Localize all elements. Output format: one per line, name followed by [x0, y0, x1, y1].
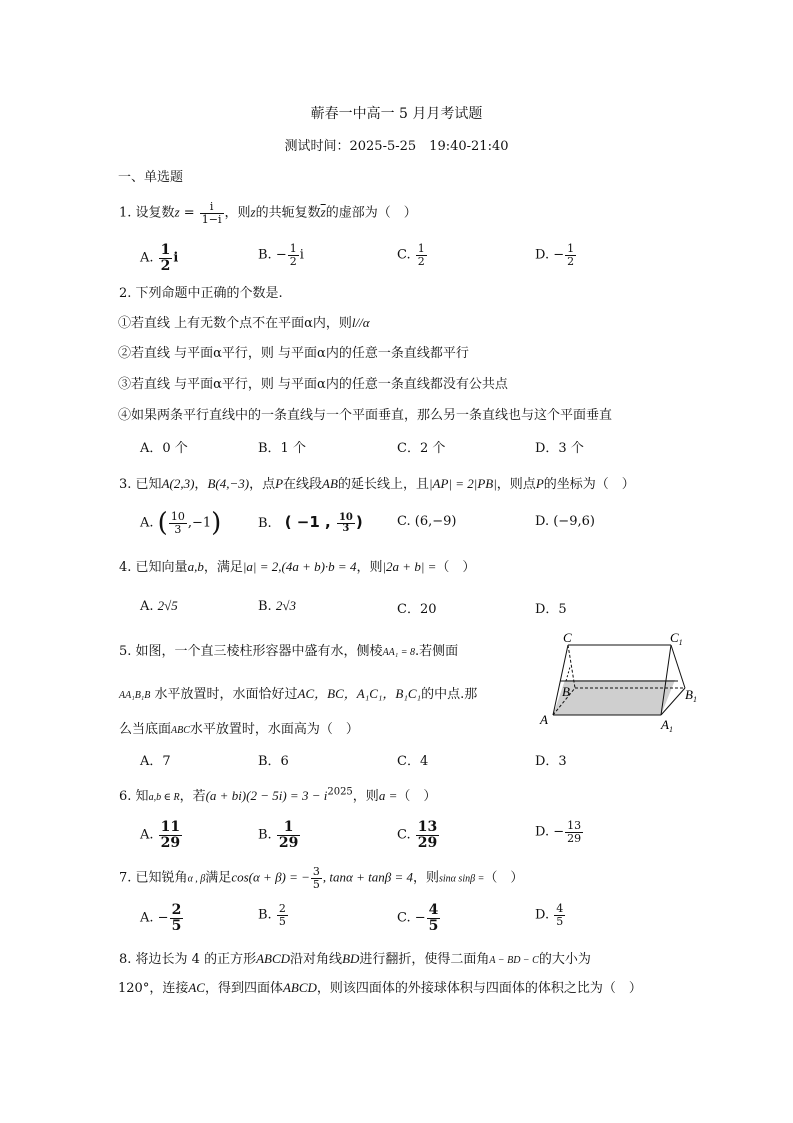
q2-option-c[interactable]: C．2 个	[397, 441, 446, 456]
label-b1: $B_1$	[685, 687, 697, 704]
label-a1: $A_1$	[661, 717, 673, 734]
q7-option-b[interactable]: B. $\frac{2}{5}$	[258, 902, 286, 928]
q1-text: ，则	[224, 205, 251, 221]
q4-option-a[interactable]: A. 2√5	[140, 598, 178, 614]
q2-option-b[interactable]: B．1 个	[258, 441, 306, 456]
label-a: A	[540, 712, 548, 727]
label-b: B	[562, 684, 570, 699]
question-6: 6. 知a,b ∈ R，若$(a + bi)(2 - 5i) = 3 - i^{2025}$，则a =（ ）	[119, 786, 437, 804]
water-body	[553, 680, 675, 715]
q2-option-a[interactable]: A．0 个	[140, 441, 188, 456]
question-1	[119, 201, 417, 225]
q1-option-c[interactable]: C. $\frac{1}{2}$	[397, 242, 425, 268]
q2-statement-2: ②若直线 与平面α平行，则 与平面α内的任意一条直线都平行	[118, 346, 469, 361]
question-4: 4. 已知向量a,b，满足|a| = 2,(4a + b)·b = 4，则|2a + b| =（ ）	[119, 559, 476, 575]
page-title: 蕲春一中高一 5 月月考试题	[310, 106, 483, 122]
q3-option-a[interactable]: A. ( $\frac{10}{3}$ ,−1)	[140, 508, 222, 538]
q7-option-a[interactable]: A. − $\frac{2}{5}$	[140, 902, 182, 934]
q6-option-a[interactable]: A. $\frac{11}{29}$	[140, 819, 181, 851]
question-8-line-1: 8. 将边长为 4 的正方形ABCD沿对角线BD进行翻折，使得二面角A − BD − C的大小为	[119, 951, 591, 967]
q1-text: 设复数	[135, 205, 175, 221]
q4-option-b[interactable]: B. 2√3	[258, 598, 296, 614]
q7-option-c[interactable]: C. − $\frac{4}{5}$	[397, 902, 439, 934]
q1-eq: =	[179, 205, 199, 221]
question-5-line-1: 5. 如图，一个直三棱柱形容器中盛有水，侧棱AA₁ = 8.若侧面	[119, 644, 459, 659]
q2-option-d[interactable]: D．3 个	[535, 441, 584, 456]
q1-fraction: $\frac{i}{1-i}$	[201, 200, 222, 226]
q1-text: 的共轭复数	[255, 205, 321, 221]
q2-statement-3: ③若直线 与平面α平行，则 与平面α内的任意一条直线都没有公共点	[118, 377, 508, 392]
q3-option-c[interactable]: C. (6,−9)	[397, 514, 457, 529]
q7-option-d[interactable]: D. $\frac{4}{5}$	[535, 902, 564, 928]
q1-var: z	[174, 204, 180, 220]
question-5-line-2: AA₁B₁B 水平放置时，水面恰好过AC，BC，A₁C₁，B₁C₁的中点.那	[119, 686, 478, 702]
question-5-line-3: 么当底面ABC水平放置时，水面高为（ ）	[119, 722, 359, 737]
q5-option-a[interactable]: A．7	[140, 754, 171, 769]
q1-text: 的虚部为（ ）	[325, 205, 417, 221]
q1-option-d[interactable]: D. − $\frac{1}{2}$	[535, 242, 575, 268]
label-c: C	[563, 630, 572, 645]
section-heading: 一、单选题	[118, 170, 184, 185]
q1-var: z	[250, 204, 256, 220]
q1-option-b[interactable]: B. − $\frac{1}{2}$ i	[258, 242, 304, 268]
q3-option-d[interactable]: D. (−9,6)	[535, 514, 595, 529]
q1-option-a[interactable]: A. $\frac{1}{2}$ i	[140, 242, 179, 274]
q1-conj: $\overline{z}$	[320, 204, 326, 220]
q6-option-d[interactable]: D. − $\frac{13}{29}$	[535, 819, 582, 845]
q3-option-b[interactable]: B. ( −1 , $\frac{10}{3}$ )	[258, 511, 363, 534]
prism-figure	[530, 622, 720, 740]
q2-statement-4: ④如果两条平行直线中的一条直线与一个平面垂直，那么另一条直线也与这个平面垂直	[118, 408, 613, 423]
q6-option-c[interactable]: C. $\frac{13}{29}$	[397, 819, 438, 851]
question-3: 3. 已知A(2,3)，B(4,−3)，点P在线段AB的延长线上，且|AP| = 2|PB|，则点P的坐标为（ ）	[119, 476, 635, 492]
q2-statement-1: ①若直线 上有无数个点不在平面α内，则l//α	[118, 315, 370, 331]
q4-option-c[interactable]: C．20	[397, 602, 437, 617]
q5-option-c[interactable]: C．4	[397, 754, 429, 769]
q6-option-b[interactable]: B. $\frac{1}{29}$	[258, 819, 299, 851]
question-7: 7. 已知锐角α , β满足cos(α + β) = − $\frac{3}{5}$ , tanα + tanβ = 4，则sinα sinβ =（ ）	[119, 865, 524, 891]
question-number: 1.	[119, 205, 132, 221]
q5-option-d[interactable]: D．3	[535, 754, 567, 769]
q4-option-d[interactable]: D．5	[535, 602, 567, 617]
q5-option-b[interactable]: B．6	[258, 754, 289, 769]
exam-time: 测试时间：2025-5-25 19:40-21:40	[284, 139, 509, 154]
question-8-line-2: 120°，连接AC，得到四面体ABCD，则该四面体的外接球体积与四面体的体积之比为（ ）	[118, 980, 642, 996]
label-c1: $C_1$	[670, 630, 683, 647]
question-2: 2. 下列命题中正确的个数是.	[119, 286, 283, 301]
